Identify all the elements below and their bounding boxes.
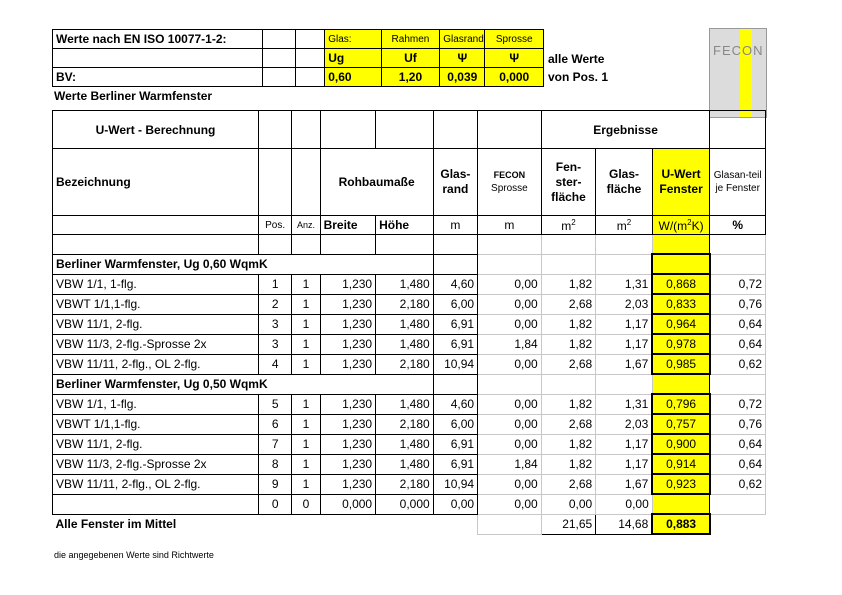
group1-title: Berliner Warmfenster, Ug 0,60 WqmK	[53, 254, 434, 274]
subtitle: Werte Berliner Warmfenster	[54, 89, 213, 103]
symbol-psi-sprosse: Ψ	[485, 49, 544, 68]
group2-rows	[53, 394, 766, 494]
symbol-uf: Uf	[381, 49, 440, 68]
header-title: Werte nach EN ISO 10077-1-2:	[53, 30, 263, 49]
cell-ff: 2,68	[541, 414, 596, 434]
cell-breite: 1,230	[320, 394, 376, 414]
cell-ga: 0,72	[710, 394, 766, 414]
cell-gf: 1,31	[596, 274, 653, 294]
table-row	[53, 434, 766, 454]
group1-rows	[53, 274, 766, 374]
value-psi-glasrand: 0,039	[440, 68, 485, 87]
cell-breite: 1,230	[320, 314, 376, 334]
value-uf: 1,20	[381, 68, 440, 87]
cell-anz: 1	[292, 394, 320, 414]
cell-u: 0,923	[652, 474, 710, 494]
unit-glasrand: m	[433, 216, 477, 235]
cell-ga: 0,64	[710, 334, 766, 354]
sprosse-label: Sprosse	[491, 183, 528, 194]
unit-glasflaeche: $m^2$	[596, 216, 653, 235]
table-row	[53, 354, 766, 374]
table-row	[53, 414, 766, 434]
cell-sprosse: 1,84	[478, 454, 542, 474]
cell-pos: 8	[259, 454, 292, 474]
header-glasflaeche: Glas-fläche	[596, 149, 653, 216]
cell-name: VBW 1/1, 1-flg.	[53, 274, 259, 294]
cell-u: 0,868	[652, 274, 710, 294]
cell-ga: 0,76	[710, 414, 766, 434]
cell-hoehe: 1,480	[376, 454, 434, 474]
note-von-pos: von Pos. 1	[548, 70, 609, 84]
table-row	[53, 334, 766, 354]
header-fensterflaeche: Fen-ster-fläche	[541, 149, 596, 216]
cell-u: 0,796	[652, 394, 710, 414]
cell-ga: 0,62	[710, 474, 766, 494]
note-alle-werte: alle Werte	[548, 52, 605, 66]
cell-hoehe: 2,180	[376, 294, 434, 314]
cell-ff: 2,68	[541, 354, 596, 374]
zero-row: 0 0 0,000 0,000 0,00 0,00 0,00 0,00	[53, 494, 766, 514]
cell-glasrand: 6,00	[433, 294, 477, 314]
bv-label: BV:	[53, 68, 263, 87]
cell-glasrand: 6,91	[433, 454, 477, 474]
cell-ff: 2,68	[541, 294, 596, 314]
table-row	[53, 294, 766, 314]
cell-name: VBW 11/3, 2-flg.-Sprosse 2x	[53, 334, 259, 354]
cell-pos: 3	[259, 334, 292, 354]
cell-glasrand: 6,91	[433, 314, 477, 334]
cell-ff: 1,82	[541, 454, 596, 474]
header-rohbaumasse: Rohbaumaße	[320, 149, 433, 216]
table-row	[53, 474, 766, 494]
cell-hoehe: 1,480	[376, 394, 434, 414]
cell-name: VBWT 1/1,1-flg.	[53, 294, 259, 314]
table-row	[53, 314, 766, 334]
unit-uwert: $W/(m^2K)$	[652, 216, 710, 235]
cell-pos: 6	[259, 414, 292, 434]
cell-hoehe: 2,180	[376, 474, 434, 494]
col-glas-label: Glas:	[325, 30, 381, 49]
cell-breite: 1,230	[320, 434, 376, 454]
cell-anz: 1	[292, 294, 320, 314]
symbol-ug: Ug	[325, 49, 381, 68]
cell-gf: 1,31	[596, 394, 653, 414]
cell-u: 0,757	[652, 414, 710, 434]
unit-fensterflaeche: $m^2$	[541, 216, 596, 235]
fecon-logo	[709, 28, 767, 118]
cell-anz: 1	[292, 274, 320, 294]
cell-glasrand: 6,91	[433, 334, 477, 354]
cell-gf: 1,67	[596, 474, 653, 494]
cell-anz: 1	[292, 474, 320, 494]
cell-breite: 1,230	[320, 454, 376, 474]
cell-ga: 0,64	[710, 314, 766, 334]
header-bezeichnung: Bezeichnung	[53, 149, 259, 216]
cell-pos: 1	[259, 274, 292, 294]
cell-sprosse: 0,00	[478, 394, 542, 414]
section-calc: U-Wert - Berechnung	[53, 111, 259, 149]
cell-hoehe: 1,480	[376, 434, 434, 454]
cell-pos: 2	[259, 294, 292, 314]
symbol-psi-glasrand: Ψ	[440, 49, 485, 68]
cell-u: 0,900	[652, 434, 710, 454]
group2-title: Berliner Warmfenster, Ug 0,50 WqmK	[53, 374, 434, 394]
cell-pos: 7	[259, 434, 292, 454]
cell-anz: 1	[292, 334, 320, 354]
cell-breite: 1,230	[320, 354, 376, 374]
header-uwert: U-Wert Fenster	[652, 149, 710, 216]
cell-gf: 2,03	[596, 294, 653, 314]
cell-ff: 1,82	[541, 314, 596, 334]
cell-u: 0,964	[652, 314, 710, 334]
table-row	[53, 454, 766, 474]
cell-anz: 1	[292, 354, 320, 374]
cell-name: VBWT 1/1,1-flg.	[53, 414, 259, 434]
mittel-glasflaeche: 14,68	[596, 514, 653, 534]
cell-breite: 1,230	[320, 414, 376, 434]
cell-sprosse: 0,00	[478, 274, 542, 294]
header-glasanteil: Glasan-teil je Fenster	[710, 149, 766, 216]
cell-u: 0,985	[652, 354, 710, 374]
unit-breite: Breite	[320, 216, 376, 235]
cell-glasrand: 10,94	[433, 354, 477, 374]
cell-hoehe: 1,480	[376, 334, 434, 354]
cell-breite: 1,230	[320, 474, 376, 494]
cell-sprosse: 0,00	[478, 314, 542, 334]
cell-gf: 1,17	[596, 434, 653, 454]
main-table	[52, 110, 766, 535]
unit-sprosse: m	[478, 216, 542, 235]
cell-sprosse: 0,00	[478, 414, 542, 434]
logo-text: FECON	[713, 43, 764, 58]
value-ug: 0,60	[325, 68, 381, 87]
cell-sprosse: 0,00	[478, 434, 542, 454]
cell-ga: 0,76	[710, 294, 766, 314]
cell-breite: 1,230	[320, 334, 376, 354]
cell-sprosse: 0,00	[478, 354, 542, 374]
cell-u: 0,833	[652, 294, 710, 314]
cell-name: VBW 1/1, 1-flg.	[53, 394, 259, 414]
footnote: die angegebenen Werte sind Richtwerte	[54, 550, 214, 560]
cell-ga: 0,72	[710, 274, 766, 294]
cell-glasrand: 6,91	[433, 434, 477, 454]
cell-hoehe: 2,180	[376, 354, 434, 374]
fecon-brand-label: FECON	[493, 170, 526, 180]
cell-ga: 0,62	[710, 354, 766, 374]
cell-name: VBW 11/11, 2-flg., OL 2-flg.	[53, 354, 259, 374]
cell-anz: 1	[292, 314, 320, 334]
cell-pos: 4	[259, 354, 292, 374]
cell-glasrand: 4,60	[433, 394, 477, 414]
table-row	[53, 394, 766, 414]
header-table	[52, 29, 544, 87]
cell-sprosse: 1,84	[478, 334, 542, 354]
cell-ff: 1,82	[541, 434, 596, 454]
section-results: Ergebnisse	[541, 111, 710, 149]
cell-pos: 9	[259, 474, 292, 494]
cell-pos: 3	[259, 314, 292, 334]
unit-hoehe: Höhe	[376, 216, 434, 235]
col-sprosse-label: Sprosse	[485, 30, 544, 49]
cell-ff: 1,82	[541, 394, 596, 414]
mittel-label: Alle Fenster im Mittel	[55, 517, 177, 532]
unit-pos: Pos.	[259, 216, 292, 235]
cell-hoehe: 2,180	[376, 414, 434, 434]
cell-anz: 1	[292, 434, 320, 454]
cell-ff: 1,82	[541, 274, 596, 294]
cell-breite: 1,230	[320, 294, 376, 314]
cell-ff: 1,82	[541, 334, 596, 354]
cell-glasrand: 10,94	[433, 474, 477, 494]
cell-gf: 1,67	[596, 354, 653, 374]
header-fecon-sprosse	[478, 149, 542, 216]
cell-sprosse: 0,00	[478, 294, 542, 314]
cell-breite: 1,230	[320, 274, 376, 294]
cell-gf: 1,17	[596, 314, 653, 334]
cell-gf: 1,17	[596, 454, 653, 474]
cell-anz: 1	[292, 454, 320, 474]
col-glasrand-label: Glasrand	[440, 30, 485, 49]
mittel-row	[53, 514, 766, 534]
cell-name: VBW 11/1, 2-flg.	[53, 314, 259, 334]
cell-u: 0,978	[652, 334, 710, 354]
cell-gf: 2,03	[596, 414, 653, 434]
mittel-uwert: 0,883	[652, 514, 710, 534]
cell-name: VBW 11/1, 2-flg.	[53, 434, 259, 454]
cell-hoehe: 1,480	[376, 314, 434, 334]
cell-name: VBW 11/3, 2-flg.-Sprosse 2x	[53, 454, 259, 474]
cell-anz: 1	[292, 414, 320, 434]
cell-ga: 0,64	[710, 434, 766, 454]
cell-gf: 1,17	[596, 334, 653, 354]
cell-hoehe: 1,480	[376, 274, 434, 294]
cell-glasrand: 6,00	[433, 414, 477, 434]
cell-ff: 2,68	[541, 474, 596, 494]
value-psi-sprosse: 0,000	[485, 68, 544, 87]
unit-anz: Anz.	[292, 216, 320, 235]
cell-pos: 5	[259, 394, 292, 414]
col-rahmen-label: Rahmen	[381, 30, 440, 49]
unit-percent: %	[710, 216, 766, 235]
header-glasrand: Glas-rand	[433, 149, 477, 216]
mittel-fensterflaeche: 21,65	[541, 514, 596, 534]
table-row	[53, 274, 766, 294]
cell-glasrand: 4,60	[433, 274, 477, 294]
cell-ga: 0,64	[710, 454, 766, 474]
cell-u: 0,914	[652, 454, 710, 474]
cell-name: VBW 11/11, 2-flg., OL 2-flg.	[53, 474, 259, 494]
cell-sprosse: 0,00	[478, 474, 542, 494]
